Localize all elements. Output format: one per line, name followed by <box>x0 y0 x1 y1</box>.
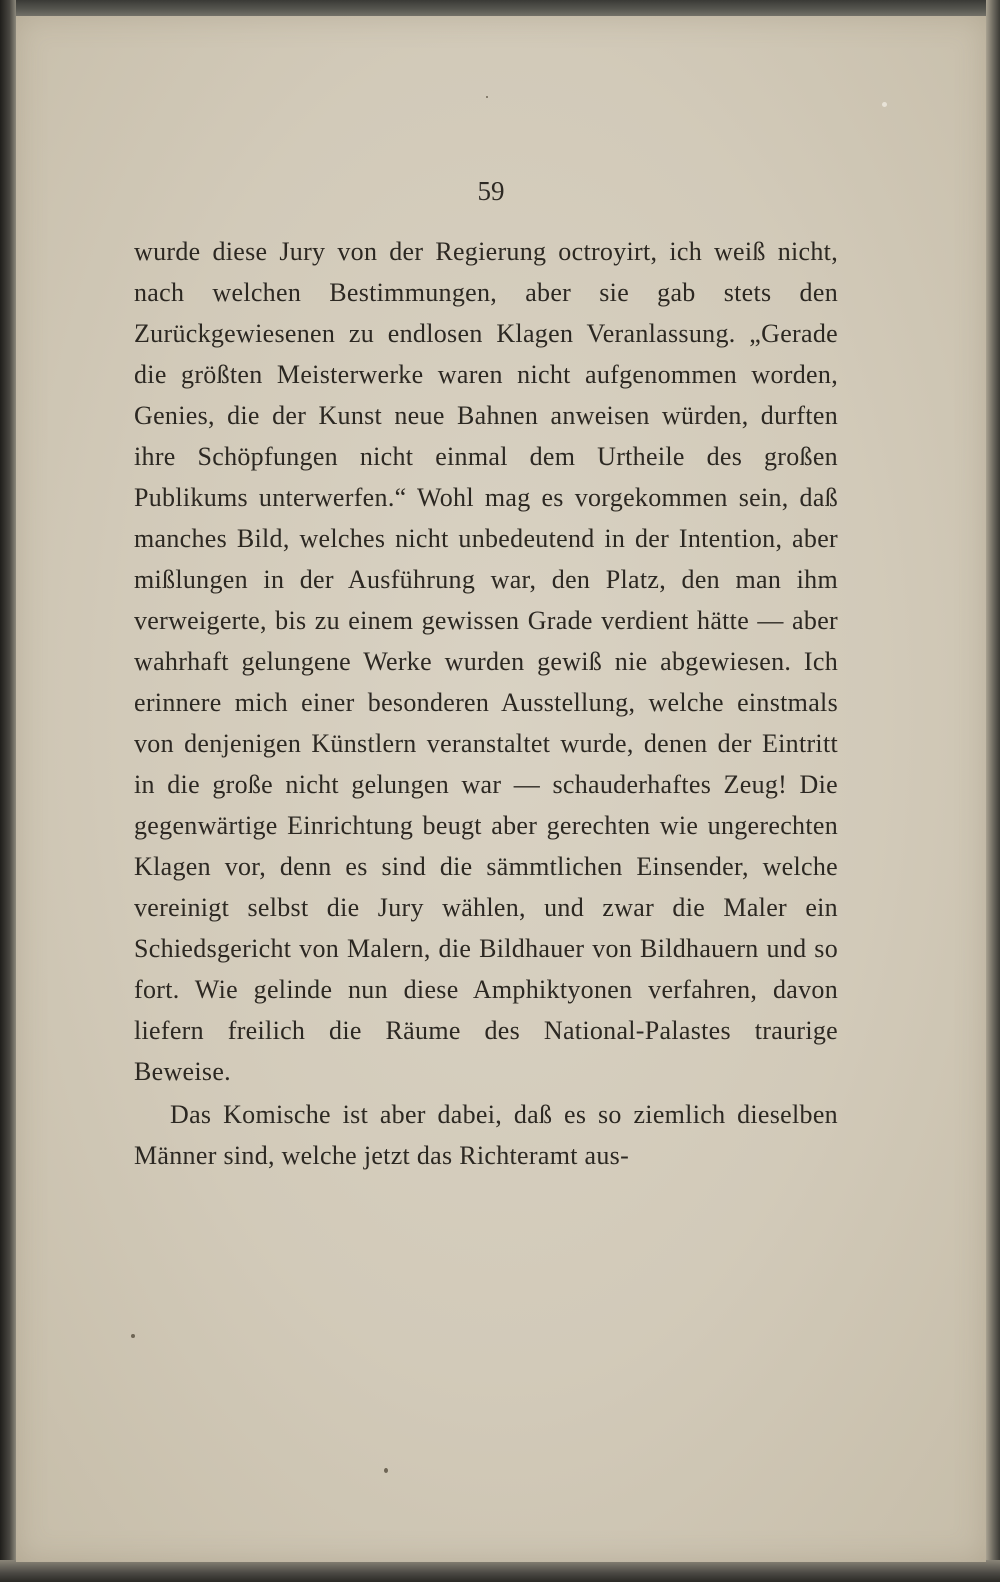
paragraph-1: wurde diese Jury von der Regierung octroyirt, ich weiß nicht, nach welchen Bestimmungen, aber sie gab stets den Zurückgewiesenen zu endlosen Klagen Veranlassung. „Gerade die größten Meisterwerke waren nicht aufgenommen worden, Genies, die der Kunst neue Bahnen anweisen würden, durften ihre Schöpfungen nicht einmal dem Urtheile des großen Publikums unterwerfen.“ Wohl mag es vorgekommen sein, daß manches Bild, welches nicht unbedeutend in der Intention, aber mißlungen in der Ausführung war, den Platz, den man ihm verweigerte, bis zu einem gewissen Grade verdient hätte — aber wahrhaft gelungene Werke wurden gewiß nie abgewiesen. Ich erinnere mich einer besonderen Ausstellung, welche einstmals von denjenigen Künstlern veranstaltet wurde, denen der Eintritt in die große nicht gelungen war — schauderhaftes Zeug! Die gegenwärtige Einrichtung beugt aber gerechten wie ungerechten Klagen vor, denn es sind die sämmtlichen Einsender, welche vereinigt selbst die Jury wählen, und zwar die Maler ein Schiedsgericht von Malern, die Bildhauer von Bildhauern und so fort. Wie gelinde nun diese Amphiktyonen verfahren, davon liefern freilich die Räume des National-Palastes traurige Beweise. <box>134 237 838 1086</box>
paper-speck <box>882 102 887 107</box>
book-bottom-edge <box>0 1560 1000 1582</box>
book-spine-edge <box>0 0 16 1582</box>
book-fore-edge <box>986 0 1000 1582</box>
paper-speck <box>131 1334 135 1338</box>
paper-speck <box>384 1468 388 1473</box>
paper-speck <box>486 96 488 98</box>
paragraph-2: Das Komische ist aber dabei, daß es so ziemlich dieselben Männer sind, welche jetzt das Richteramt aus- <box>134 1100 838 1170</box>
page-number: 59 <box>477 176 505 206</box>
body-text <box>134 231 838 1176</box>
book-page <box>16 16 986 1562</box>
